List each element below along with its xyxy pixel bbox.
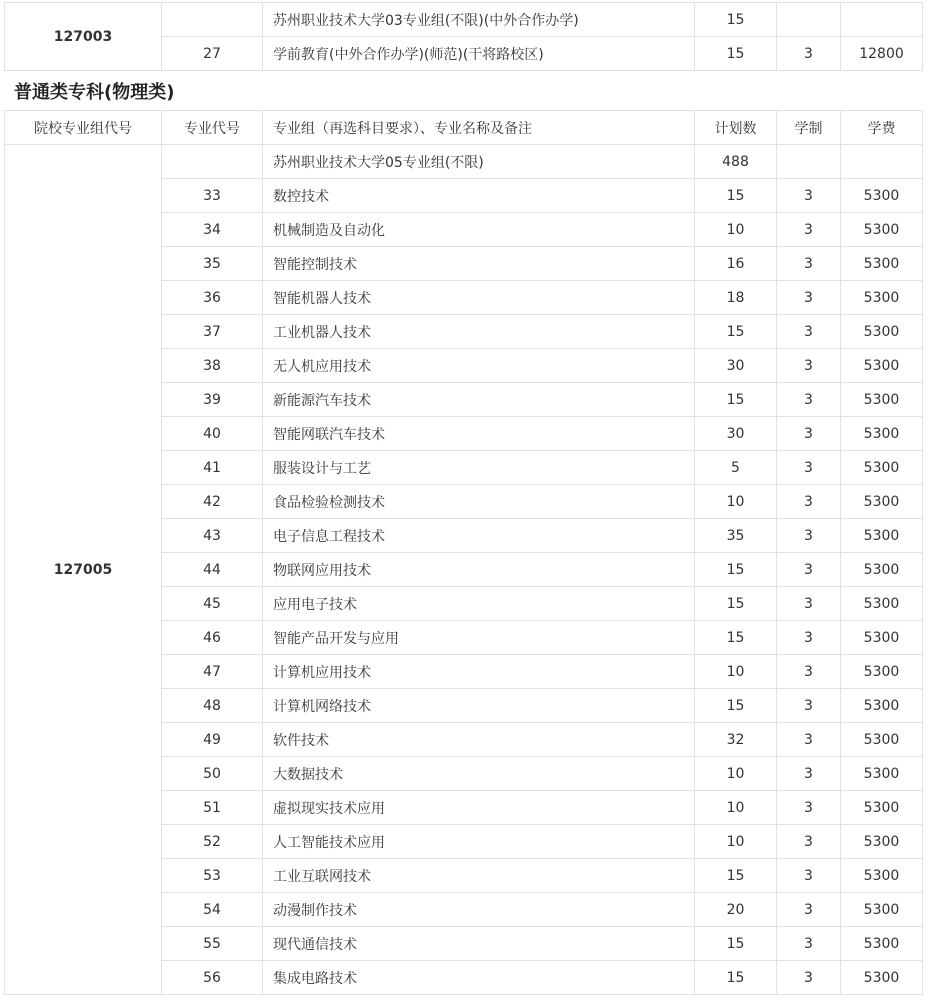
fee-cell: 5300 <box>841 757 923 791</box>
major-name-cell: 工业机器人技术 <box>263 315 695 349</box>
major-name-cell: 计算机应用技术 <box>263 655 695 689</box>
header-major-code: 专业代号 <box>162 111 263 145</box>
major-code-cell: 49 <box>162 723 263 757</box>
years-cell: 3 <box>777 553 841 587</box>
major-name-cell: 软件技术 <box>263 723 695 757</box>
fee-cell: 5300 <box>841 655 923 689</box>
physics-majors-table <box>4 110 923 995</box>
years-cell: 3 <box>777 587 841 621</box>
plan-count-cell: 30 <box>695 417 777 451</box>
plan-count-cell: 15 <box>695 587 777 621</box>
major-code-cell: 51 <box>162 791 263 825</box>
fee-cell: 5300 <box>841 179 923 213</box>
plan-count-cell: 15 <box>695 315 777 349</box>
plan-count-cell: 15 <box>695 553 777 587</box>
years-cell: 3 <box>777 757 841 791</box>
plan-count-cell: 32 <box>695 723 777 757</box>
plan-count-cell: 10 <box>695 825 777 859</box>
header-major-name: 专业组（再选科目要求）、专业名称及备注 <box>263 111 695 145</box>
physics-majors-body <box>5 111 923 995</box>
years-cell: 3 <box>777 893 841 927</box>
fee-cell: 5300 <box>841 553 923 587</box>
major-code-cell: 44 <box>162 553 263 587</box>
fee-cell: 5300 <box>841 927 923 961</box>
years-cell <box>777 3 841 37</box>
group-code-cell: 127003 <box>5 3 162 71</box>
plan-count-cell: 35 <box>695 519 777 553</box>
years-cell: 3 <box>777 247 841 281</box>
years-cell: 3 <box>777 791 841 825</box>
fee-cell: 5300 <box>841 349 923 383</box>
years-cell: 3 <box>777 961 841 995</box>
major-code-cell: 27 <box>162 37 263 71</box>
major-name-cell: 计算机网络技术 <box>263 689 695 723</box>
major-code-cell: 36 <box>162 281 263 315</box>
major-code-cell: 34 <box>162 213 263 247</box>
major-name-cell: 动漫制作技术 <box>263 893 695 927</box>
fee-cell: 5300 <box>841 247 923 281</box>
years-cell: 3 <box>777 281 841 315</box>
major-name-cell: 工业互联网技术 <box>263 859 695 893</box>
plan-count-cell: 15 <box>695 621 777 655</box>
major-name-cell: 苏州职业技术大学03专业组(不限)(中外合作办学) <box>263 3 695 37</box>
major-name-cell: 智能控制技术 <box>263 247 695 281</box>
major-name-cell: 大数据技术 <box>263 757 695 791</box>
years-cell: 3 <box>777 859 841 893</box>
years-cell: 3 <box>777 417 841 451</box>
major-name-cell: 集成电路技术 <box>263 961 695 995</box>
major-code-cell <box>162 3 263 37</box>
header-group-code: 院校专业组代号 <box>5 111 162 145</box>
years-cell: 3 <box>777 485 841 519</box>
plan-count-cell: 15 <box>695 3 777 37</box>
major-code-cell: 40 <box>162 417 263 451</box>
plan-count-cell: 20 <box>695 893 777 927</box>
fee-cell: 5300 <box>841 961 923 995</box>
section-title: 普通类专科(物理类) <box>14 82 175 103</box>
fee-cell: 5300 <box>841 893 923 927</box>
fee-cell: 5300 <box>841 383 923 417</box>
major-code-cell: 50 <box>162 757 263 791</box>
major-code-cell: 45 <box>162 587 263 621</box>
major-name-cell: 新能源汽车技术 <box>263 383 695 417</box>
major-name-cell: 智能网联汽车技术 <box>263 417 695 451</box>
fee-cell: 5300 <box>841 621 923 655</box>
major-name-cell: 人工智能技术应用 <box>263 825 695 859</box>
years-cell: 3 <box>777 315 841 349</box>
fee-cell: 5300 <box>841 859 923 893</box>
major-name-cell: 现代通信技术 <box>263 927 695 961</box>
major-code-cell: 37 <box>162 315 263 349</box>
fee-cell: 5300 <box>841 519 923 553</box>
years-cell: 3 <box>777 621 841 655</box>
fee-cell: 5300 <box>841 587 923 621</box>
major-code-cell: 46 <box>162 621 263 655</box>
top-section-table <box>4 2 923 71</box>
plan-count-cell: 5 <box>695 451 777 485</box>
table-row <box>5 145 923 179</box>
fee-cell: 5300 <box>841 451 923 485</box>
years-cell: 3 <box>777 689 841 723</box>
major-code-cell: 48 <box>162 689 263 723</box>
plan-count-cell: 10 <box>695 791 777 825</box>
major-code-cell: 43 <box>162 519 263 553</box>
header-row <box>5 111 923 145</box>
years-cell: 3 <box>777 927 841 961</box>
fee-cell: 5300 <box>841 825 923 859</box>
plan-count-cell: 15 <box>695 37 777 71</box>
major-code-cell: 41 <box>162 451 263 485</box>
major-name-cell: 智能产品开发与应用 <box>263 621 695 655</box>
group-code-cell: 127005 <box>5 145 162 995</box>
years-cell: 3 <box>777 825 841 859</box>
major-code-cell: 56 <box>162 961 263 995</box>
major-code-cell: 47 <box>162 655 263 689</box>
major-name-cell: 智能机器人技术 <box>263 281 695 315</box>
major-code-cell: 39 <box>162 383 263 417</box>
major-name-cell: 虚拟现实技术应用 <box>263 791 695 825</box>
major-code-cell: 52 <box>162 825 263 859</box>
major-name-cell: 物联网应用技术 <box>263 553 695 587</box>
header-years: 学制 <box>777 111 841 145</box>
fee-cell: 5300 <box>841 485 923 519</box>
years-cell: 3 <box>777 383 841 417</box>
plan-count-cell: 15 <box>695 383 777 417</box>
major-name-cell: 电子信息工程技术 <box>263 519 695 553</box>
fee-cell: 5300 <box>841 315 923 349</box>
plan-count-cell: 15 <box>695 859 777 893</box>
plan-count-cell: 30 <box>695 349 777 383</box>
major-name-cell: 机械制造及自动化 <box>263 213 695 247</box>
years-cell: 3 <box>777 655 841 689</box>
fee-cell: 5300 <box>841 791 923 825</box>
major-code-cell: 38 <box>162 349 263 383</box>
major-name-cell: 食品检验检测技术 <box>263 485 695 519</box>
plan-count-cell: 18 <box>695 281 777 315</box>
fee-cell <box>841 3 923 37</box>
major-name-cell: 无人机应用技术 <box>263 349 695 383</box>
major-name-cell: 服装设计与工艺 <box>263 451 695 485</box>
plan-count-cell: 15 <box>695 689 777 723</box>
plan-count-cell: 10 <box>695 485 777 519</box>
years-cell: 3 <box>777 349 841 383</box>
fee-cell: 12800 <box>841 37 923 71</box>
major-name-cell: 学前教育(中外合作办学)(师范)(干将路校区) <box>263 37 695 71</box>
fee-cell: 5300 <box>841 689 923 723</box>
major-code-cell: 54 <box>162 893 263 927</box>
major-code-cell: 42 <box>162 485 263 519</box>
plan-count-cell: 15 <box>695 961 777 995</box>
major-code-cell: 55 <box>162 927 263 961</box>
plan-count-cell: 16 <box>695 247 777 281</box>
major-code-cell: 33 <box>162 179 263 213</box>
plan-count-cell: 10 <box>695 757 777 791</box>
fee-cell <box>841 145 923 179</box>
plan-count-cell: 488 <box>695 145 777 179</box>
fee-cell: 5300 <box>841 281 923 315</box>
years-cell: 3 <box>777 519 841 553</box>
fee-cell: 5300 <box>841 417 923 451</box>
top-section-body <box>5 3 923 71</box>
major-name-cell: 数控技术 <box>263 179 695 213</box>
years-cell: 3 <box>777 723 841 757</box>
fee-cell: 5300 <box>841 213 923 247</box>
plan-count-cell: 15 <box>695 927 777 961</box>
fee-cell: 5300 <box>841 723 923 757</box>
years-cell: 3 <box>777 37 841 71</box>
major-code-cell: 35 <box>162 247 263 281</box>
major-name-cell: 应用电子技术 <box>263 587 695 621</box>
years-cell: 3 <box>777 451 841 485</box>
major-code-cell <box>162 145 263 179</box>
major-name-cell: 苏州职业技术大学05专业组(不限) <box>263 145 695 179</box>
plan-count-cell: 10 <box>695 655 777 689</box>
years-cell: 3 <box>777 213 841 247</box>
table-row <box>5 3 923 37</box>
plan-count-cell: 15 <box>695 179 777 213</box>
years-cell: 3 <box>777 179 841 213</box>
major-code-cell: 53 <box>162 859 263 893</box>
years-cell <box>777 145 841 179</box>
plan-count-cell: 10 <box>695 213 777 247</box>
header-fee: 学费 <box>841 111 923 145</box>
header-plan: 计划数 <box>695 111 777 145</box>
